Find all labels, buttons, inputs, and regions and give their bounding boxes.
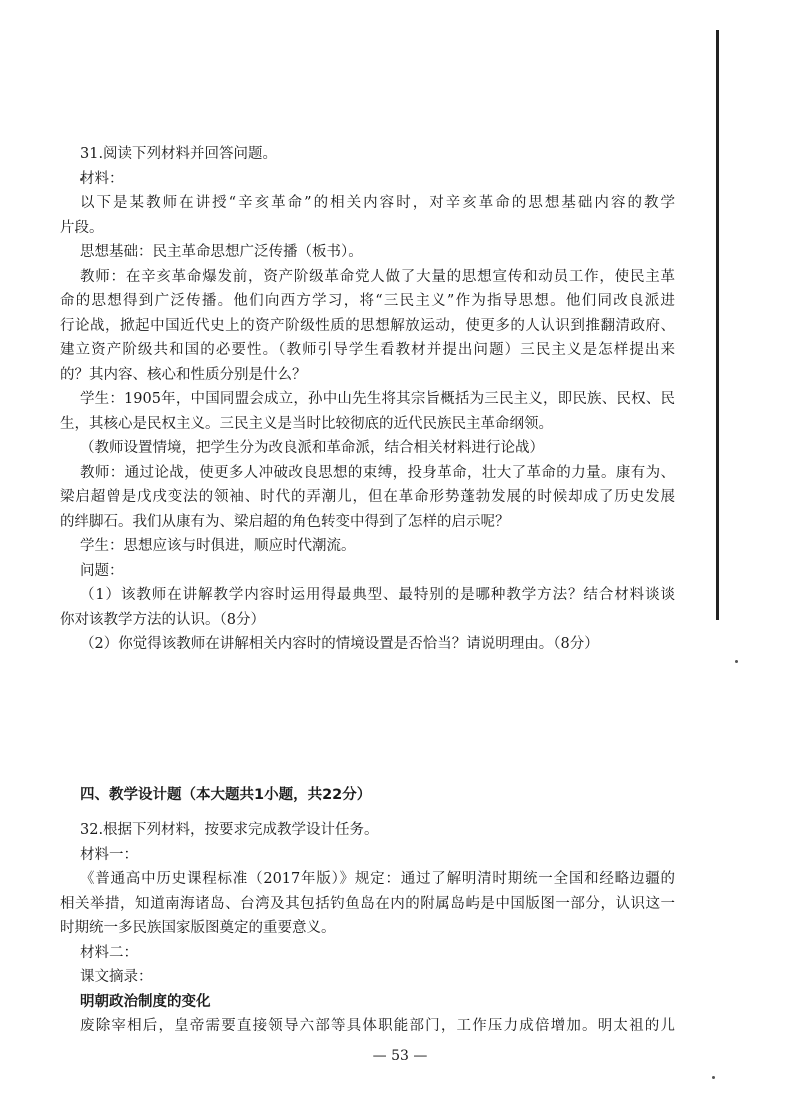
paragraph-line: 片段。 [60, 219, 104, 236]
material-label: 材料： [80, 170, 124, 187]
paragraph-line: 相关举措，知道南海诸岛、台湾及其包括钓鱼岛在内的附属岛屿是中国版图一部分，认识这一 [60, 895, 675, 912]
paragraph-line: 建立资产阶级共和国的必要性。（教师引导学生看教材并提出问题）三民主义是怎样提出来 [60, 342, 675, 358]
paragraph-line: 命的思想得到广泛传播。他们向西方学习，将“三民主义”作为指导思想。他们同改良派进 [60, 293, 675, 309]
excerpt-heading: 明朝政治制度的变化 [80, 993, 211, 1010]
sub-question-1: （1）该教师在讲解教学内容时运用得最典型、最特别的是哪种教学方法？结合材料谈谈 [80, 587, 675, 603]
scan-speck [735, 660, 738, 663]
paragraph-line: 生，其核心是民权主义。三民主义是当时比较彻底的近代民族民主革命纲领。 [60, 415, 553, 432]
question-31 [60, 142, 675, 657]
paragraph-line: 行论战，掀起中国近代史上的资产阶级性质的思想解放运动，使更多的人认识到推翻清政府、 [60, 317, 675, 334]
excerpt-label: 课文摘录： [80, 969, 153, 985]
paragraph-line: 以下是某教师在讲授“辛亥革命”的相关内容时，对辛亥革命的思想基础内容的教学 [80, 195, 675, 211]
paragraph-line: 学生：1905年，中国同盟会成立，孙中山先生将其宗旨概括为三民主义，即民族、民权、民 [80, 391, 675, 407]
paragraph-line: 的？其内容、核心和性质分别是什么？ [60, 366, 307, 383]
material-1-label: 材料一： [80, 846, 138, 863]
questions-label: 问题： [80, 562, 124, 579]
paragraph-line: 废除宰相后，皇帝需要直接领导六部等具体职能部门，工作压力成倍增加。明太祖的儿 [80, 1018, 675, 1034]
sub-question-1-cont: 你对该教学方法的认识。（8分） [60, 611, 265, 628]
paragraph-line: 《普通高中历史课程标准（2017年版）》规定：通过了解明清时期统一全国和经略边疆的 [80, 871, 675, 887]
paragraph-line: 教师：在辛亥革命爆发前，资产阶级革命党人做了大量的思想宣传和动员工作，使民主革 [80, 268, 675, 285]
scan-speck [712, 1076, 715, 1079]
paragraph-line: 学生：思想应该与时俱进，顺应时代潮流。 [80, 538, 356, 554]
question-32 [60, 818, 675, 1039]
paragraph-line: 梁启超曾是戊戌变法的领袖、时代的弄潮儿，但在革命形势蓬勃发展的时候却成了历史发展 [60, 489, 675, 505]
page-number: — 53 — [372, 1048, 428, 1064]
sub-question-2: （2）你觉得该教师在讲解相关内容时的情境设置是否恰当？请说明理由。（8分） [80, 636, 599, 652]
paragraph-line: 思想基础：民主革命思想广泛传播（板书）。 [80, 244, 363, 260]
margin-vertical-rule [716, 30, 719, 620]
paragraph-line: 时期统一多民族国家版图奠定的重要意义。 [60, 920, 336, 936]
paragraph-line: 的绊脚石。我们从康有为、梁启超的角色转变中得到了怎样的启示呢？ [60, 513, 510, 530]
paragraph-line: 教师：通过论战，使更多人冲破改良思想的束缚，投身革命，壮大了革命的力量。康有为、 [80, 464, 675, 481]
paragraph-line: （教师设置情境，把学生分为改良派和革命派，结合相关材料进行论战） [80, 440, 544, 456]
material-2-label: 材料二： [80, 944, 138, 961]
question-32-title: 32.根据下列材料，按要求完成教学设计任务。 [80, 822, 379, 838]
section-heading: 四、教学设计题（本大题共1小题，共22分） [80, 787, 372, 803]
question-31-title: 31.阅读下列材料并回答问题。 [80, 146, 278, 162]
